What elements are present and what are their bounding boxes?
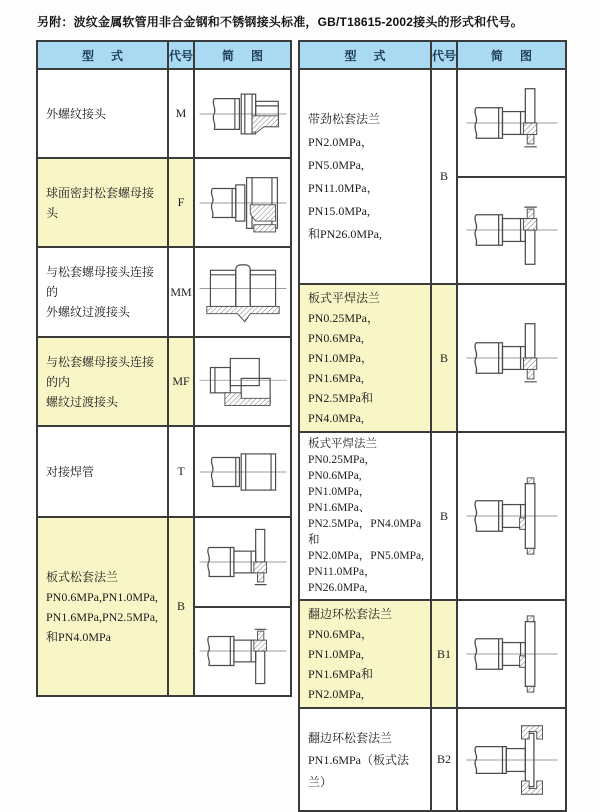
table-row — [37, 517, 291, 696]
fitting-type-label: 板式松套法兰 PN0.6MPa,PN1.0MPa, PN1.6MPa,PN2.5MPa, 和PN4.0MPa — [37, 517, 168, 696]
spherical-seal-loose-nut-fitting-diagram — [197, 165, 289, 241]
diagram-sub-cell — [195, 606, 290, 695]
diagram-cell — [457, 708, 566, 811]
fitting-type-label: 带劲松套法兰 PN2.0MPa，PN5.0MPa, PN11.0MPa，PN15.0MPa, 和PN26.0MPa, — [299, 69, 431, 284]
table-row — [299, 69, 566, 284]
fitting-code: B1 — [431, 600, 457, 708]
column-header-code: 代号 — [431, 41, 457, 69]
column-header-type: 型 式 — [299, 41, 431, 69]
fitting-code: B — [431, 432, 457, 600]
column-header-diagram: 简 图 — [194, 41, 291, 69]
column-header-diagram: 简 图 — [457, 41, 566, 69]
fitting-type-label: 板式平焊法兰 PN0.25MPa，PN0.6MPa, PN1.0MPa，PN1.6MPa, PN2.5MPa和PN4.0MPa, — [299, 284, 431, 432]
diagram-cell — [194, 517, 291, 696]
fitting-table-right — [298, 40, 567, 812]
page-title: 另附：波纹金属软管用非合金钢和不锈钢接头标准，GB/T18615-2002接头的形式和代号。 — [37, 15, 523, 29]
necked-loose-flange-stem-up-diagram — [464, 83, 560, 163]
table-row — [37, 426, 291, 517]
fitting-code: F — [168, 158, 194, 247]
diagram-cell — [194, 247, 291, 337]
diagram-cell — [457, 600, 566, 708]
fitting-code: M — [168, 69, 194, 158]
table-row — [299, 432, 566, 600]
plate-loose-flange-stem-up-diagram — [197, 524, 289, 600]
fitting-type-label: 对接焊管 — [37, 426, 168, 517]
table-row — [37, 158, 291, 247]
table-row — [37, 247, 291, 337]
female-thread-adapter-fitting-diagram — [197, 344, 289, 420]
fitting-code: T — [168, 426, 194, 517]
table-row — [299, 284, 566, 432]
fitting-code: MF — [168, 337, 194, 426]
fitting-type-label: 与松套螺母接头连接的内 螺纹过渡接头 — [37, 337, 168, 426]
table-row — [37, 337, 291, 426]
fitting-code: MM — [168, 247, 194, 337]
diagram-sub-cell — [458, 176, 565, 283]
fitting-code: B2 — [431, 708, 457, 811]
table-row — [37, 69, 291, 158]
fitting-code: B — [431, 284, 457, 432]
fitting-code: B — [168, 517, 194, 696]
diagram-cell — [457, 284, 566, 432]
fitting-type-label: 板式平焊法兰 PN0.25MPa，PN0.6MPa, PN1.0MPa，PN1.6MPa、 PN2.5MPa，PN4.0MPa和 PN2.0MPa，PN5.0MPa, PN11.0MPa，PN26.0MPa, — [299, 432, 431, 600]
fitting-type-label: 球面密封松套螺母接头 — [37, 158, 168, 247]
diagram-sub-cell — [458, 71, 565, 176]
fitting-type-label: 翻边环松套法兰 PN0.6MPa，PN1.0MPa, PN1.6MPa和PN2.0MPa, — [299, 600, 431, 708]
diagram-cell — [457, 432, 566, 600]
diagram-cell — [194, 158, 291, 247]
fitting-type-label: 与松套螺母接头连接的 外螺纹过渡接头 — [37, 247, 168, 337]
male-thread-fitting-diagram — [197, 76, 289, 152]
table-row — [299, 708, 566, 811]
necked-loose-flange-stem-down-diagram — [464, 190, 560, 270]
butt-weld-pipe-diagram — [197, 434, 289, 510]
diagram-cell — [194, 337, 291, 426]
diagram-cell — [194, 426, 291, 517]
fitting-type-label: 外螺纹接头 — [37, 69, 168, 158]
plate-weld-flange-diagram — [464, 318, 560, 398]
diagram-cell — [194, 69, 291, 158]
column-header-code: 代号 — [168, 41, 194, 69]
fitting-code: B — [431, 69, 457, 284]
plate-weld-flange-full-diagram — [464, 476, 560, 556]
table-header-row — [37, 41, 291, 69]
table-row — [299, 600, 566, 708]
fitting-type-label: 翻边环松套法兰 PN1.6MPa（板式法兰） — [299, 708, 431, 811]
table-header-row — [299, 41, 566, 69]
diagram-cell — [457, 69, 566, 284]
column-header-type: 型 式 — [37, 41, 168, 69]
diagram-sub-cell — [195, 519, 290, 606]
plate-loose-flange-stem-down-diagram — [197, 613, 289, 689]
lapped-ring-loose-flange-diagram — [464, 614, 560, 694]
fitting-table-left — [36, 40, 292, 697]
lapped-ring-loose-flange-plate-type-diagram — [464, 720, 560, 800]
male-thread-adapter-fitting-diagram — [197, 254, 289, 330]
